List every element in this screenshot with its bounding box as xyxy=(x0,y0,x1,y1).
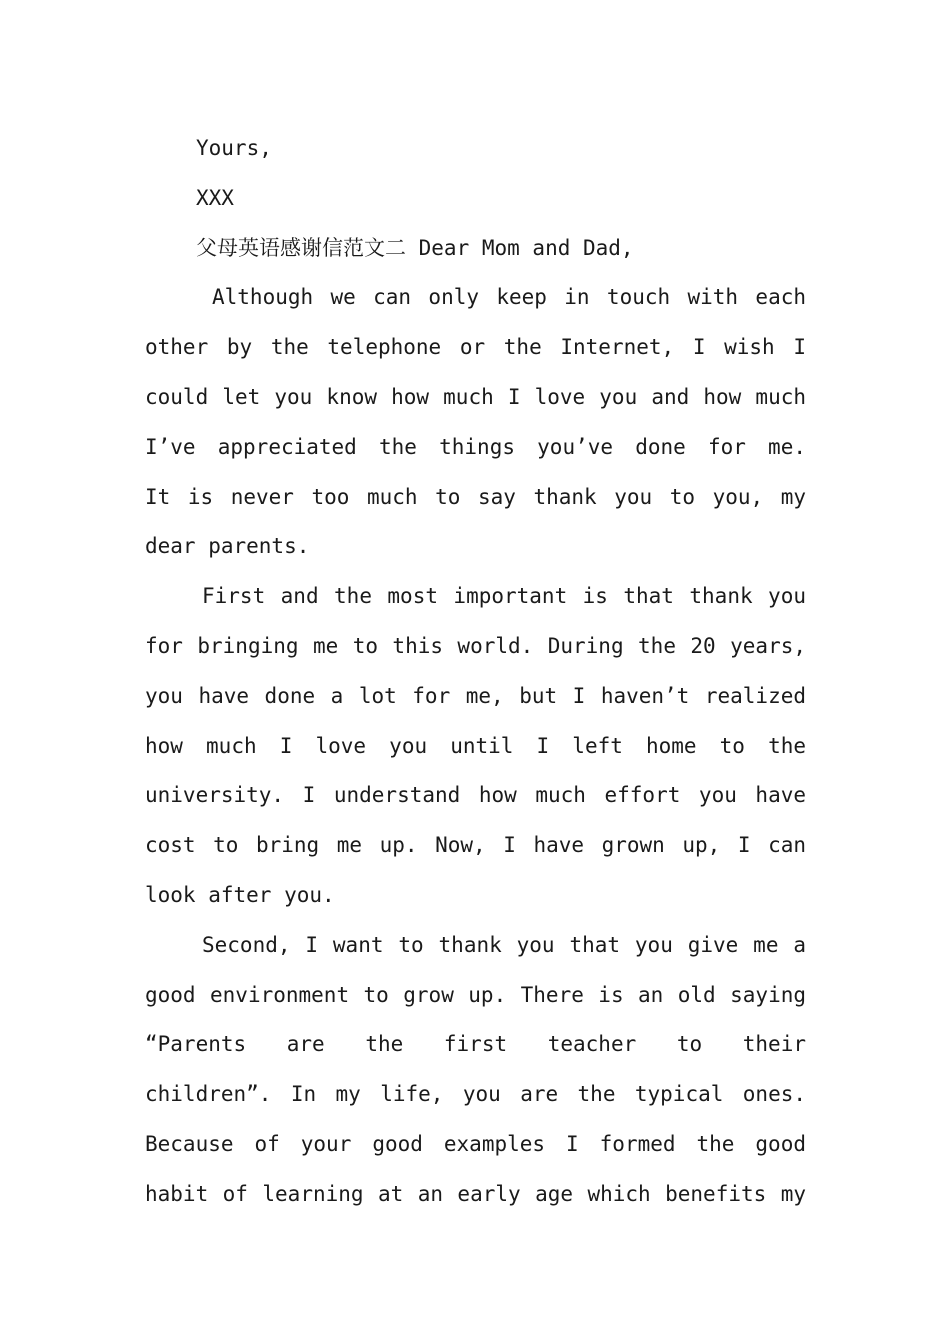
paragraph-2-line-2: for bringing me to this world. During the 20 years, xyxy=(145,633,806,658)
paragraph-1-line-6: dear parents. xyxy=(145,534,310,559)
paragraph-2-line-6: cost to bring me up. Now, I have grown up, I can xyxy=(145,833,806,858)
paragraph-1-line-3: could let you know how much I love you and how much xyxy=(145,384,806,409)
paragraph-1-line-5: It is never too much to say thank you to you, my xyxy=(145,484,806,509)
paragraph-3-line-6: habit of learning at an early age which benefits my xyxy=(145,1181,806,1206)
paragraph-3-line-1: Second, I want to thank you that you give me a xyxy=(202,932,806,957)
paragraph-3-line-3: “Parents are the first teacher to their xyxy=(145,1032,806,1057)
paragraph-2-line-7: look after you. xyxy=(145,882,335,907)
paragraph-3-line-2: good environment to grow up. There is an old saying xyxy=(145,982,806,1007)
paragraph-2-line-1: First and the most important is that thank you xyxy=(202,584,806,609)
paragraph-2-line-5: university. I understand how much effort you have xyxy=(145,783,806,808)
paragraph-3-line-4: children”. In my life, you are the typical ones. xyxy=(145,1082,806,1107)
paragraph-2-line-4: how much I love you until I left home to the xyxy=(145,733,806,758)
paragraph-3-line-5: Because of your good examples I formed the good xyxy=(145,1131,806,1156)
paragraph-1-line-2: other by the telephone or the Internet, I wish I xyxy=(145,335,806,360)
paragraph-2-line-3: you have done a lot for me, but I haven’t realized xyxy=(145,683,806,708)
closing-signature: XXX xyxy=(196,185,234,210)
paragraph-1-line-4: I’ve appreciated the things you’ve done for me. xyxy=(145,434,806,459)
letter-heading: 父母英语感谢信范文二 Dear Mom and Dad, xyxy=(196,235,634,260)
letter-body xyxy=(145,124,806,1220)
paragraph-1-line-1: Although we can only keep in touch with each xyxy=(212,285,806,310)
closing-yours: Yours, xyxy=(196,136,272,160)
